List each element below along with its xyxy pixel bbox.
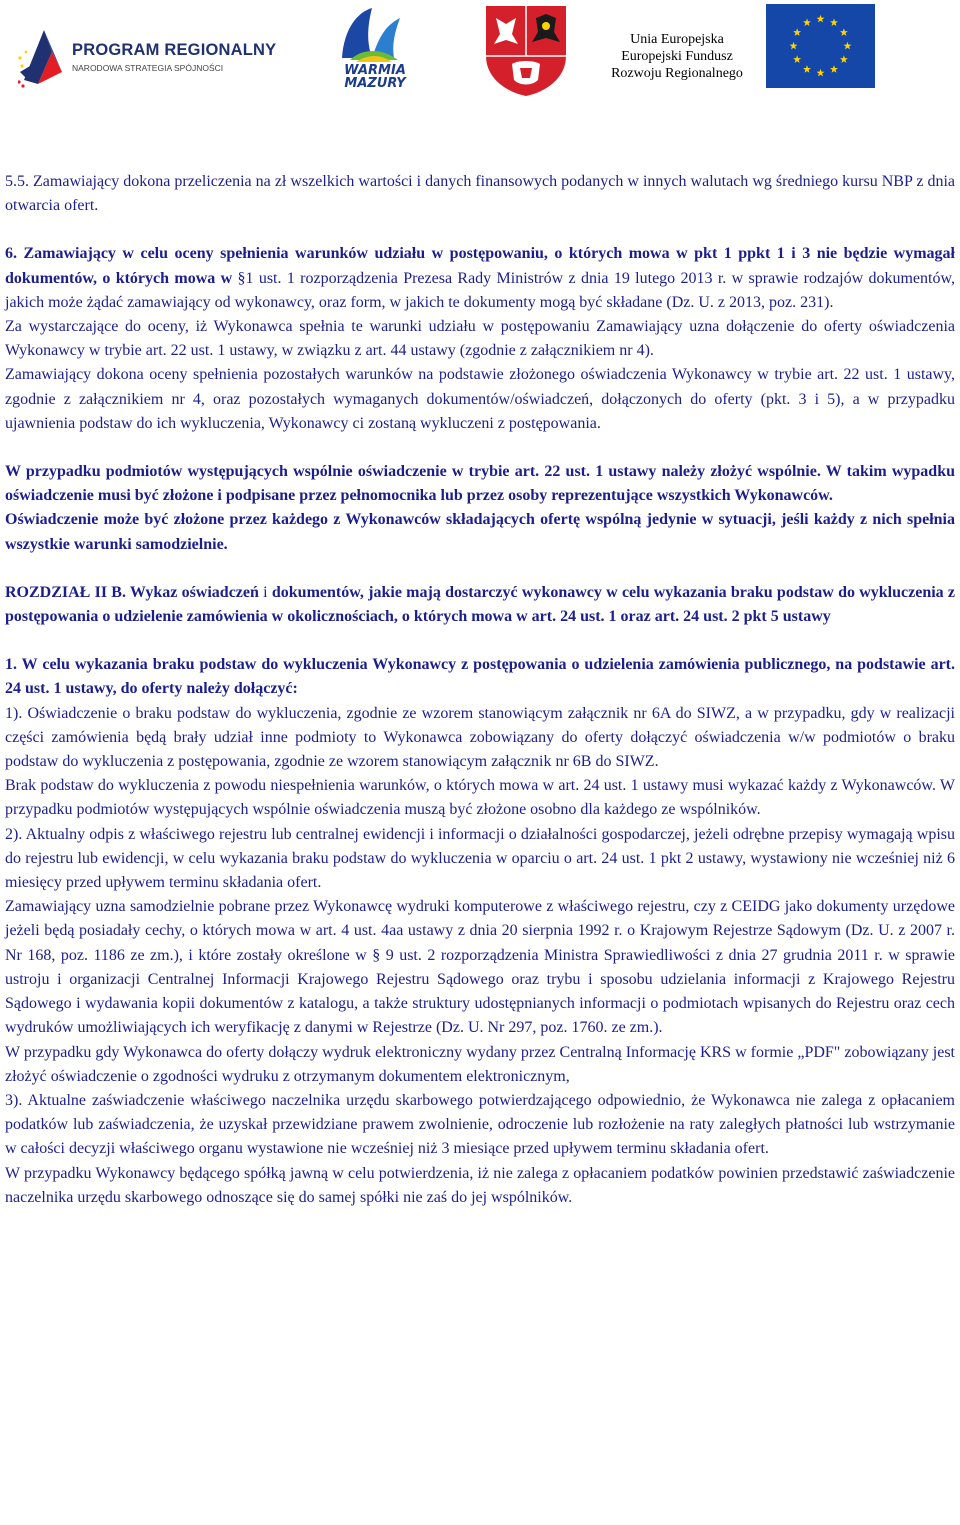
eu-caption — [604, 31, 750, 82]
eu-line-3: Rozwoju Regionalnego — [611, 66, 743, 81]
paragraph-sufficient: Za wystarczające do oceny, iż Wykonawca spełnia te warunki udziału w postępowaniu Zamawiający uzna dołączenie do oferty oświadczenia Wykonawcy w trybie art. 22 ust. 1 ustawy, w związku z art. 44 ustawy (zgodnie z załącznikiem nr 4). — [5, 318, 955, 360]
paragraph-each-bidder: Oświadczenie może być złożone przez każdego z Wykonawców składających ofertę wspólną jedynie w sytuacji, jeśli każdy z nich spełnia wszystkie warunki samodzielnie. — [5, 511, 955, 553]
document-body — [5, 170, 955, 1210]
paragraph-6-rest: §1 ust. 1 rozporządzenia Prezesa Rady Ministrów z dnia 19 lutego 2013 r. w sprawie rodzajów dokumentów, jakich może żądać zamawiający od wykonawcy, oraz form, w jakich te dokumenty mogą być składane (Dz. U. z 2013, poz. 231). — [5, 269, 955, 311]
coat-of-arms-icon — [484, 4, 568, 98]
paragraph-joint-bidders: W przypadku podmiotów występujących wspólnie oświadczenie w trybie art. 22 ust. 1 ustawy należy złożyć wspólnie. W takim wypadku oświadczenie musi być złożone i podpisane przez pełnomocnika lub przez osoby reprezentujące wszystkich Wykonawców. — [5, 463, 955, 505]
region-logo-line2: MAZURY — [344, 76, 406, 91]
paragraph-6 — [5, 242, 955, 315]
eu-flag-icon — [766, 4, 875, 88]
section-heading-part3: dokumentów, jakie mają dostarczyć wykonawcy w celu wykazania braku podstaw do wykluczenia z postępowania o udzielenie zamówienia w okolicznościach, o których mowa w art. 24 ust. 1 oraz art. 24 ust. 2 pkt 5 ustawy — [5, 583, 956, 626]
paragraph-6-bold: 6. Zamawiający w celu oceny spełnienia warunków udziału w postępowaniu, o których mowa w pkt 1 ppkt 1 i 3 nie będzie wymagał dokumentów, o których mowa w — [5, 245, 955, 287]
eu-line-2: Europejski Fundusz — [621, 49, 733, 64]
region-logo-line1: WARMIA — [344, 63, 406, 78]
warmia-mazury-logo — [322, 4, 422, 98]
item-3: 3). Aktualne zaświadczenie właściwego naczelnika urzędu skarbowego potwierdzającego odpowiednio, że Wykonawca nie zalega z opłacaniem podatków lub zaświadczenia, że uzyskał przewidziane prawem zwolnienie, odroczenie lub rozłożenie na raty zaległych płatności lub wstrzymanie w całości decyzji właściwego organu wystawione nie wcześniej niż 3 miesiące przed upływem terminu składania ofert. — [5, 1091, 955, 1158]
section-heading-part2: i — [258, 583, 272, 601]
item-1: 1). Oświadczenie o braku podstaw do wykluczenia, zgodnie ze wzorem stanowiącym załącznik nr 6A do SIWZ, a w przypadku, gdy w realizacji części zamówienia będą brały udział inne podmioty to Wykonawca zobowiązany do oferty dołączyć oświadczenia w/w podmiotów o braku podstaw do wykluczenia z postępowania, zgodnie ze wzorem stanowiącym załącznik nr 6B do SIWZ. — [5, 704, 955, 771]
paragraph-5-5: 5.5. Zamawiający dokona przeliczenia na zł wszelkich wartości i danych finansowych podanych w innych walutach wg średniego kursu NBP z dnia otwarcia ofert. — [5, 173, 955, 215]
item-2: 2). Aktualny odpis z właściwego rejestru lub centralnej ewidencji i informacji o działalności gospodarczej, jeżeli odrębne przepisy wymagają wpisu do rejestru lub ewidencji, w celu wykazania braku podstaw do wykluczenia w oparciu o art. 24 ust. 1 pkt 2 ustawy, wystawiony nie wcześniej niż 6 miesięcy przed upływem terminu składania ofert. — [5, 825, 955, 892]
warmia-mazury-emblem-icon — [322, 4, 422, 66]
eu-line-1: Unia Europejska — [630, 32, 724, 47]
warmia-mazury-wordmark — [330, 64, 420, 90]
item-3-note: W przypadku Wykonawcy będącego spółką jawną w celu potwierdzenia, iż nie zalega z opłacaniem podatków powinien przedstawić zaświadczenie naczelnika urzędu skarbowego odnoszące się do samej spółki nie zaś do jej wspólników. — [5, 1164, 955, 1206]
eu-flag — [766, 4, 875, 88]
voivodeship-coat-of-arms — [484, 4, 568, 98]
point-1-heading: 1. W celu wykazania braku podstaw do wykluczenia Wykonawcy z postępowania o udzielenia zamówienia publicznego, na podstawie art. 24 ust. 1 ustawy, do oferty należy dołączyć: — [5, 656, 955, 698]
program-regionalny-emblem-icon — [18, 22, 74, 90]
item-1-note: Brak podstaw do wykluczenia z powodu niespełnienia warunków, o których mowa w art. 24 ust. 1 ustawy musi wykazać każdy z Wykonawców. W przypadku podmiotów występujących wspólnie oświadczenia muszą być złożone osobno dla każdego ze wspólników. — [5, 777, 955, 819]
paragraph-assessment: Zamawiający dokona oceny spełnienia pozostałych warunków na podstawie złożonego oświadczenia Wykonawcy w trybie art. 22 ust. 1 ustawy, zgodnie z załącznikiem nr 4, oraz pozostałych wymaganych dokumentów/oświadczeń, dołączonych do oferty (pkt. 3 i 5), a w przypadku ujawnienia podstaw do ich wykluczenia, Wykonawcy ci zostaną wykluczeni z postępowania. — [5, 366, 955, 432]
section-heading-2b — [5, 581, 955, 629]
page-header — [0, 0, 960, 105]
item-2-note-1: Zamawiający uzna samodzielnie pobrane przez Wykonawcę wydruki komputerowe z właściwego rejestru, czy z CEIDG jako dokumenty urzędowe jeżeli będą posiadały cechy, o których mowa w art. 4 ust. 4aa ustawy z dnia 20 sierpnia 1992 r. o Krajowym Rejestrze Sądowym (Dz. U. z 2007 r. Nr 168, poz. 1186 ze zm.), i które zostały określone w § 9 ust. 2 rozporządzenia Ministra Sprawiedliwości z dnia 27 grudnia 2011 r. w sprawie ustroju i organizacji Centralnej Informacji Krajowego Rejestru Sądowego oraz trybu i sposobu udzielania informacji z Krajowego Rejestru Sądowego i wydawania kopii dokumentów z katalogu, a także struktury udostępnianych informacji o podmiotach wpisanych do Rejestru oraz cech wydruków umożliwiających ich weryfikację z danymi w Rejestrze (Dz. U. Nr 297, poz. 1760. ze zm.). — [5, 898, 955, 1037]
program-subtitle: NARODOWA STRATEGIA SPÓJNOŚCI — [72, 63, 224, 73]
section-heading-part1: ROZDZIAŁ II B. Wykaz oświadczeń — [5, 583, 259, 601]
program-regionalny-logo — [18, 22, 277, 90]
item-2-note-2: W przypadku gdy Wykonawca do oferty dołączy wydruk elektroniczny wydany przez Centralną Informację KRS w formie „PDF" zobowiązany jest złożyć oświadczenie o zgodności wydruku z otrzymanym dokumentem elektronicznym, — [5, 1043, 955, 1085]
program-title: PROGRAM REGIONALNY — [72, 41, 277, 59]
